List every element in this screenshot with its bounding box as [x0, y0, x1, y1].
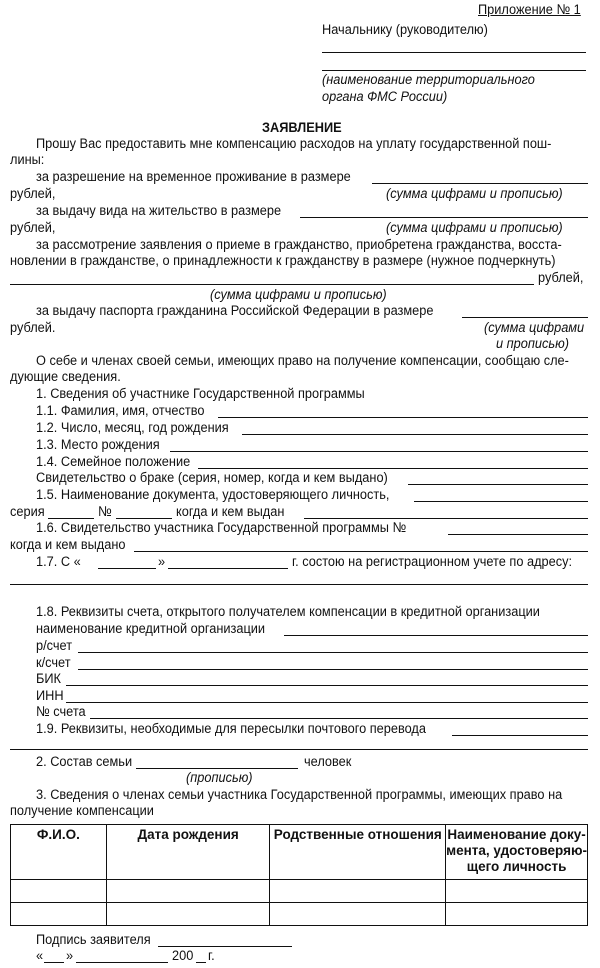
date-year-suffix: г.	[208, 948, 215, 964]
chief-name-line[interactable]	[322, 52, 586, 53]
table-row	[11, 903, 588, 926]
residence-permit-sum-line[interactable]	[300, 217, 588, 218]
residence-permit-label: за выдачу вида на жительство в размере	[36, 203, 282, 219]
citizenship-line-1: за рассмотрение заявления о приеме в гражданство, приобретена гражданства, восста-	[36, 237, 562, 253]
family-size-field[interactable]	[136, 768, 298, 769]
org-hint-1: (наименование территориального	[322, 72, 535, 88]
family-intro-line-1: О себе и членах своей семьи, имеющих право на получение компенсации, сообщаю сле-	[36, 353, 569, 369]
passport-hint-1: (сумма цифрами	[484, 320, 585, 336]
marital-label: 1.4. Семейное положение	[36, 454, 191, 470]
reg-quote: »	[158, 554, 166, 570]
corr-account-field[interactable]	[78, 669, 588, 670]
residence-permit-hint: (сумма цифрами и прописью)	[386, 220, 563, 236]
temp-residence-label: за разрешение на временное проживание в размере	[36, 169, 351, 185]
birth-place-label: 1.3. Место рождения	[36, 437, 160, 453]
participant-cert-label: 1.6. Свидетельство участника Государственной программы №	[36, 520, 407, 536]
date-open-quote: «	[36, 948, 44, 964]
org-name-line[interactable]	[322, 70, 586, 71]
birth-date-label: 1.2. Число, месяц, год рождения	[36, 420, 229, 436]
signature-label: Подпись заявителя	[36, 932, 151, 948]
date-month-field[interactable]	[76, 962, 168, 963]
postal-field[interactable]	[452, 735, 588, 736]
col-relation: Родственные отношения	[270, 825, 446, 880]
section3-line-2: получение компенсации	[10, 803, 154, 819]
table-cell[interactable]	[11, 880, 107, 903]
intro-line-1: Прошу Вас предоставить мне компенсацию расходов на уплату государственной пош-	[36, 136, 552, 152]
signature-field[interactable]	[158, 946, 292, 947]
passport-rubles: рублей.	[10, 320, 56, 336]
reg-address-field[interactable]	[10, 584, 588, 585]
table-header-row	[11, 825, 588, 880]
citizenship-rubles: рублей,	[538, 270, 584, 286]
marriage-cert-field[interactable]	[408, 484, 588, 485]
reg-day-field[interactable]	[98, 568, 156, 569]
issued-by-label: когда и кем выдан	[176, 504, 285, 520]
persons-label: человек	[304, 754, 352, 770]
reg-month-field[interactable]	[168, 568, 288, 569]
birth-date-field[interactable]	[242, 434, 588, 435]
inn-field[interactable]	[66, 702, 588, 703]
table-cell[interactable]	[270, 880, 446, 903]
account-label: р/счет	[36, 638, 73, 654]
bik-label: БИК	[36, 671, 62, 687]
bank-details-label: 1.8. Реквизиты счета, открытого получателем компенсации в кредитной организации	[36, 604, 540, 620]
temp-residence-rubles: рублей,	[10, 186, 56, 202]
corr-account-label: к/счет	[36, 655, 71, 671]
table-cell[interactable]	[11, 903, 107, 926]
date-year-field[interactable]	[196, 962, 206, 963]
number-label: №	[98, 504, 112, 520]
postal-label: 1.9. Реквизиты, необходимые для пересылки почтового перевода	[36, 721, 426, 737]
passport-sum-line[interactable]	[462, 317, 588, 318]
date-close-quote: »	[66, 948, 74, 964]
table-cell[interactable]	[446, 880, 588, 903]
cert-issued-field[interactable]	[134, 551, 588, 552]
series-field[interactable]	[48, 518, 94, 519]
date-year: 200	[172, 948, 194, 964]
account-field[interactable]	[78, 652, 588, 653]
temp-residence-hint: (сумма цифрами и прописью)	[386, 186, 563, 202]
col-birth-date: Дата рождения	[106, 825, 270, 880]
id-doc-field[interactable]	[414, 501, 588, 502]
acc-no-field[interactable]	[90, 718, 588, 719]
series-label: серия	[10, 504, 45, 520]
table-cell[interactable]	[106, 880, 270, 903]
bank-name-label: наименование кредитной организации	[36, 621, 266, 637]
inn-label: ИНН	[36, 688, 64, 704]
table-cell[interactable]	[106, 903, 270, 926]
passport-label: за выдачу паспорта гражданина Российской Федерации в размере	[36, 303, 434, 319]
participant-cert-field[interactable]	[448, 534, 588, 535]
reg-from-label: 1.7. С «	[36, 554, 81, 570]
document-title: ЗАЯВЛЕНИЕ	[262, 120, 342, 136]
citizenship-sum-line[interactable]	[10, 284, 534, 285]
citizenship-line-2: новлении в гражданстве, о принадлежности к гражданству в размере (нужное подчеркнуть)	[10, 253, 556, 269]
family-table	[10, 824, 588, 926]
section1-title: 1. Сведения об участнике Государственной программы	[36, 386, 365, 402]
to-chief-label: Начальнику (руководителю)	[322, 22, 488, 38]
issued-by-field[interactable]	[304, 518, 588, 519]
marital-field[interactable]	[198, 468, 588, 469]
col-id-doc: Наименование доку- мента, удостоверяю- щего личность	[446, 825, 588, 880]
date-day-field[interactable]	[44, 962, 64, 963]
bik-field[interactable]	[66, 685, 588, 686]
table-row	[11, 880, 588, 903]
table-cell[interactable]	[446, 903, 588, 926]
birth-place-field[interactable]	[170, 451, 588, 452]
citizenship-hint: (сумма цифрами и прописью)	[210, 287, 387, 303]
passport-hint-2: и прописью)	[496, 336, 569, 352]
family-size-hint: (прописью)	[186, 770, 253, 786]
id-doc-label: 1.5. Наименование документа, удостоверяющего личность,	[36, 487, 390, 503]
bank-name-field[interactable]	[284, 635, 588, 636]
number-field[interactable]	[116, 518, 172, 519]
org-hint-2: органа ФМС России)	[322, 89, 448, 105]
cert-issued-label: когда и кем выдано	[10, 537, 126, 553]
col-fio: Ф.И.О.	[11, 825, 107, 880]
family-size-label: 2. Состав семьи	[36, 754, 133, 770]
acc-no-label: № счета	[36, 704, 86, 720]
marriage-cert-label: Свидетельство о браке (серия, номер, когда и кем выдано)	[36, 470, 388, 486]
table-cell[interactable]	[270, 903, 446, 926]
appendix-label: Приложение № 1	[478, 2, 581, 18]
reg-text: г. состою на регистрационном учете по адресу:	[292, 554, 573, 570]
residence-permit-rubles: рублей,	[10, 220, 56, 236]
intro-line-2: лины:	[10, 152, 45, 168]
postal-field-2[interactable]	[10, 749, 588, 750]
fio-label: 1.1. Фамилия, имя, отчество	[36, 403, 205, 419]
family-intro-line-2: дующие сведения.	[10, 369, 121, 385]
section3-line-1: 3. Сведения о членах семьи участника Государственной программы, имеющих право на	[36, 787, 563, 803]
temp-residence-sum-line[interactable]	[372, 183, 588, 184]
fio-field[interactable]	[218, 417, 588, 418]
